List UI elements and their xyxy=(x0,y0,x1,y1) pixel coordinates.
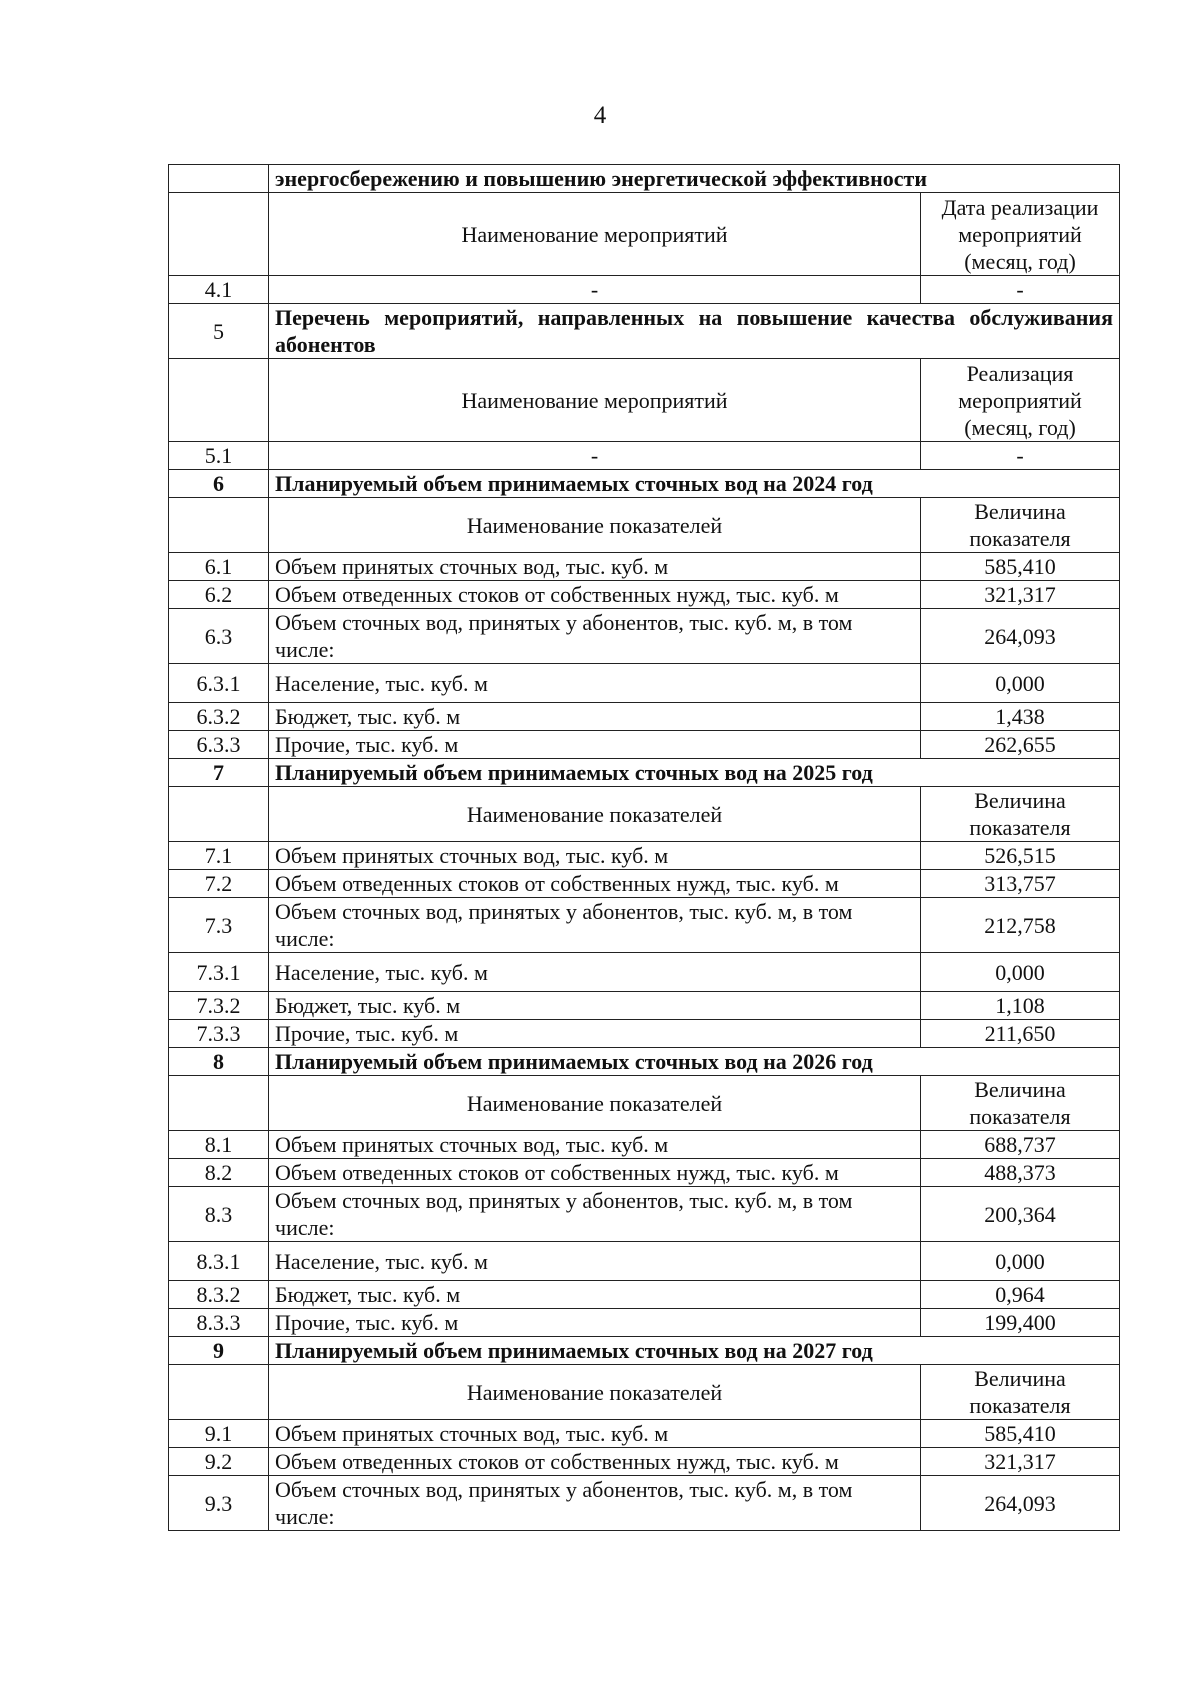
row-name-cell: Население, тыс. куб. м xyxy=(269,664,921,703)
table-row xyxy=(169,1187,1120,1242)
row-value-cell: 0,000 xyxy=(921,1242,1120,1281)
table-row xyxy=(169,1242,1120,1281)
table-row xyxy=(169,442,1120,470)
row-number-cell: 9.1 xyxy=(169,1420,269,1448)
table-row xyxy=(169,1309,1120,1337)
section-title-cell: Планируемый объем принимаемых сточных вод на 2026 год xyxy=(269,1048,1120,1076)
section-number-cell: 6 xyxy=(169,470,269,498)
row-name-cell: Объем принятых сточных вод, тыс. куб. м xyxy=(269,842,921,870)
header-name-cell: Наименование показателей xyxy=(269,498,921,553)
section-row xyxy=(169,759,1120,787)
row-value-cell: 585,410 xyxy=(921,1420,1120,1448)
row-name-cell: Объем отведенных стоков от собственных нужд, тыс. куб. м xyxy=(269,1159,921,1187)
section-row xyxy=(169,1048,1120,1076)
row-value-cell: 313,757 xyxy=(921,870,1120,898)
row-name-cell: Объем отведенных стоков от собственных нужд, тыс. куб. м xyxy=(269,581,921,609)
section-title-cell: Планируемый объем принимаемых сточных вод на 2027 год xyxy=(269,1337,1120,1365)
row-number-cell: 7.1 xyxy=(169,842,269,870)
table-header-row xyxy=(169,1365,1120,1420)
row-number-cell xyxy=(169,1365,269,1420)
table-row xyxy=(169,581,1120,609)
section-number-cell: 8 xyxy=(169,1048,269,1076)
row-name-cell: Объем сточных вод, принятых у абонентов, тыс. куб. м, в том числе: xyxy=(269,1476,921,1531)
row-name-cell: Прочие, тыс. куб. м xyxy=(269,1020,921,1048)
table-header-row xyxy=(169,193,1120,276)
row-name-cell: - xyxy=(269,442,921,470)
row-value-cell: 0,964 xyxy=(921,1281,1120,1309)
row-value-cell: 321,317 xyxy=(921,581,1120,609)
header-value-cell: Величина показателя xyxy=(921,787,1120,842)
row-value-cell: 199,400 xyxy=(921,1309,1120,1337)
row-value-cell: 321,317 xyxy=(921,1448,1120,1476)
row-name-cell: - xyxy=(269,276,921,304)
row-number-cell xyxy=(169,165,269,193)
table-row xyxy=(169,609,1120,664)
header-name-cell: Наименование показателей xyxy=(269,787,921,842)
row-number-cell: 8.2 xyxy=(169,1159,269,1187)
table-row xyxy=(169,276,1120,304)
row-value-cell: 1,438 xyxy=(921,703,1120,731)
row-name-cell: Бюджет, тыс. куб. м xyxy=(269,992,921,1020)
section-title-cell: Перечень мероприятий, направленных на повышение качества обслуживания абонентов xyxy=(269,304,1120,359)
table-row xyxy=(169,1476,1120,1531)
table-row xyxy=(169,870,1120,898)
row-number-cell: 6.3 xyxy=(169,609,269,664)
row-number-cell: 8.1 xyxy=(169,1131,269,1159)
measures-table xyxy=(168,164,1120,1531)
header-value-cell: Величина показателя xyxy=(921,1365,1120,1420)
row-name-cell: Бюджет, тыс. куб. м xyxy=(269,703,921,731)
section-number-cell: 7 xyxy=(169,759,269,787)
row-value-cell: 200,364 xyxy=(921,1187,1120,1242)
row-number-cell: 6.2 xyxy=(169,581,269,609)
row-number-cell: 5.1 xyxy=(169,442,269,470)
row-name-cell: Объем сточных вод, принятых у абонентов, тыс. куб. м, в том числе: xyxy=(269,609,921,664)
row-value-cell: 264,093 xyxy=(921,1476,1120,1531)
row-name-cell: Объем отведенных стоков от собственных нужд, тыс. куб. м xyxy=(269,870,921,898)
table-row xyxy=(169,553,1120,581)
table-body xyxy=(169,165,1120,1531)
row-value-cell: 1,108 xyxy=(921,992,1120,1020)
table-header-row xyxy=(169,359,1120,442)
section-title-cell: энергосбережению и повышению энергетической эффективности xyxy=(269,165,1120,193)
row-value-cell: 264,093 xyxy=(921,609,1120,664)
row-number-cell: 8.3 xyxy=(169,1187,269,1242)
table-header-row xyxy=(169,498,1120,553)
row-value-cell: 262,655 xyxy=(921,731,1120,759)
row-value-cell: 585,410 xyxy=(921,553,1120,581)
row-name-cell: Объем сточных вод, принятых у абонентов, тыс. куб. м, в том числе: xyxy=(269,1187,921,1242)
row-value-cell: - xyxy=(921,276,1120,304)
row-value-cell: 488,373 xyxy=(921,1159,1120,1187)
row-name-cell: Прочие, тыс. куб. м xyxy=(269,1309,921,1337)
row-number-cell: 7.2 xyxy=(169,870,269,898)
table-header-row xyxy=(169,1076,1120,1131)
row-value-cell: 526,515 xyxy=(921,842,1120,870)
row-name-cell: Население, тыс. куб. м xyxy=(269,953,921,992)
row-number-cell: 4.1 xyxy=(169,276,269,304)
section-row xyxy=(169,304,1120,359)
table-row xyxy=(169,1131,1120,1159)
table-row xyxy=(169,898,1120,953)
section-title-cell: Планируемый объем принимаемых сточных вод на 2024 год xyxy=(269,470,1120,498)
row-number-cell: 7.3.1 xyxy=(169,953,269,992)
row-name-cell: Население, тыс. куб. м xyxy=(269,1242,921,1281)
table-row xyxy=(169,731,1120,759)
section-row xyxy=(169,470,1120,498)
table-row xyxy=(169,1020,1120,1048)
row-number-cell: 9.2 xyxy=(169,1448,269,1476)
row-value-cell: 0,000 xyxy=(921,953,1120,992)
header-name-cell: Наименование показателей xyxy=(269,1076,921,1131)
table-row xyxy=(169,1281,1120,1309)
row-number-cell: 8.3.2 xyxy=(169,1281,269,1309)
header-name-cell: Наименование мероприятий xyxy=(269,193,921,276)
row-number-cell: 7.3.2 xyxy=(169,992,269,1020)
row-number-cell: 7.3 xyxy=(169,898,269,953)
row-value-cell: 688,737 xyxy=(921,1131,1120,1159)
table-row xyxy=(169,1448,1120,1476)
section-title-cell: Планируемый объем принимаемых сточных вод на 2025 год xyxy=(269,759,1120,787)
row-number-cell: 8.3.3 xyxy=(169,1309,269,1337)
header-name-cell: Наименование мероприятий xyxy=(269,359,921,442)
row-name-cell: Объем отведенных стоков от собственных нужд, тыс. куб. м xyxy=(269,1448,921,1476)
row-value-cell: 0,000 xyxy=(921,664,1120,703)
row-number-cell xyxy=(169,359,269,442)
table-row xyxy=(169,842,1120,870)
row-number-cell: 9.3 xyxy=(169,1476,269,1531)
row-number-cell: 6.3.2 xyxy=(169,703,269,731)
row-number-cell xyxy=(169,787,269,842)
page-number: 4 xyxy=(593,102,607,129)
row-name-cell: Объем принятых сточных вод, тыс. куб. м xyxy=(269,1131,921,1159)
row-number-cell: 6.1 xyxy=(169,553,269,581)
table-row xyxy=(169,1420,1120,1448)
table-row xyxy=(169,664,1120,703)
section-number-cell: 5 xyxy=(169,304,269,359)
row-number-cell: 8.3.1 xyxy=(169,1242,269,1281)
header-value-cell: Величина показателя xyxy=(921,1076,1120,1131)
table-row xyxy=(169,165,1120,193)
header-value-cell: Величина показателя xyxy=(921,498,1120,553)
row-name-cell: Прочие, тыс. куб. м xyxy=(269,731,921,759)
row-name-cell: Объем принятых сточных вод, тыс. куб. м xyxy=(269,1420,921,1448)
header-value-cell: Реализация мероприятий (месяц, год) xyxy=(921,359,1120,442)
table-header-row xyxy=(169,787,1120,842)
row-value-cell: - xyxy=(921,442,1120,470)
table-row xyxy=(169,992,1120,1020)
table-row xyxy=(169,953,1120,992)
row-value-cell: 212,758 xyxy=(921,898,1120,953)
table-row xyxy=(169,703,1120,731)
row-number-cell xyxy=(169,193,269,276)
row-name-cell: Объем принятых сточных вод, тыс. куб. м xyxy=(269,553,921,581)
row-value-cell: 211,650 xyxy=(921,1020,1120,1048)
row-number-cell: 6.3.3 xyxy=(169,731,269,759)
row-number-cell: 6.3.1 xyxy=(169,664,269,703)
section-row xyxy=(169,1337,1120,1365)
row-number-cell xyxy=(169,1076,269,1131)
header-value-cell: Дата реализации мероприятий (месяц, год) xyxy=(921,193,1120,276)
row-name-cell: Бюджет, тыс. куб. м xyxy=(269,1281,921,1309)
row-number-cell xyxy=(169,498,269,553)
row-name-cell: Объем сточных вод, принятых у абонентов, тыс. куб. м, в том числе: xyxy=(269,898,921,953)
row-number-cell: 7.3.3 xyxy=(169,1020,269,1048)
table-row xyxy=(169,1159,1120,1187)
header-name-cell: Наименование показателей xyxy=(269,1365,921,1420)
section-number-cell: 9 xyxy=(169,1337,269,1365)
